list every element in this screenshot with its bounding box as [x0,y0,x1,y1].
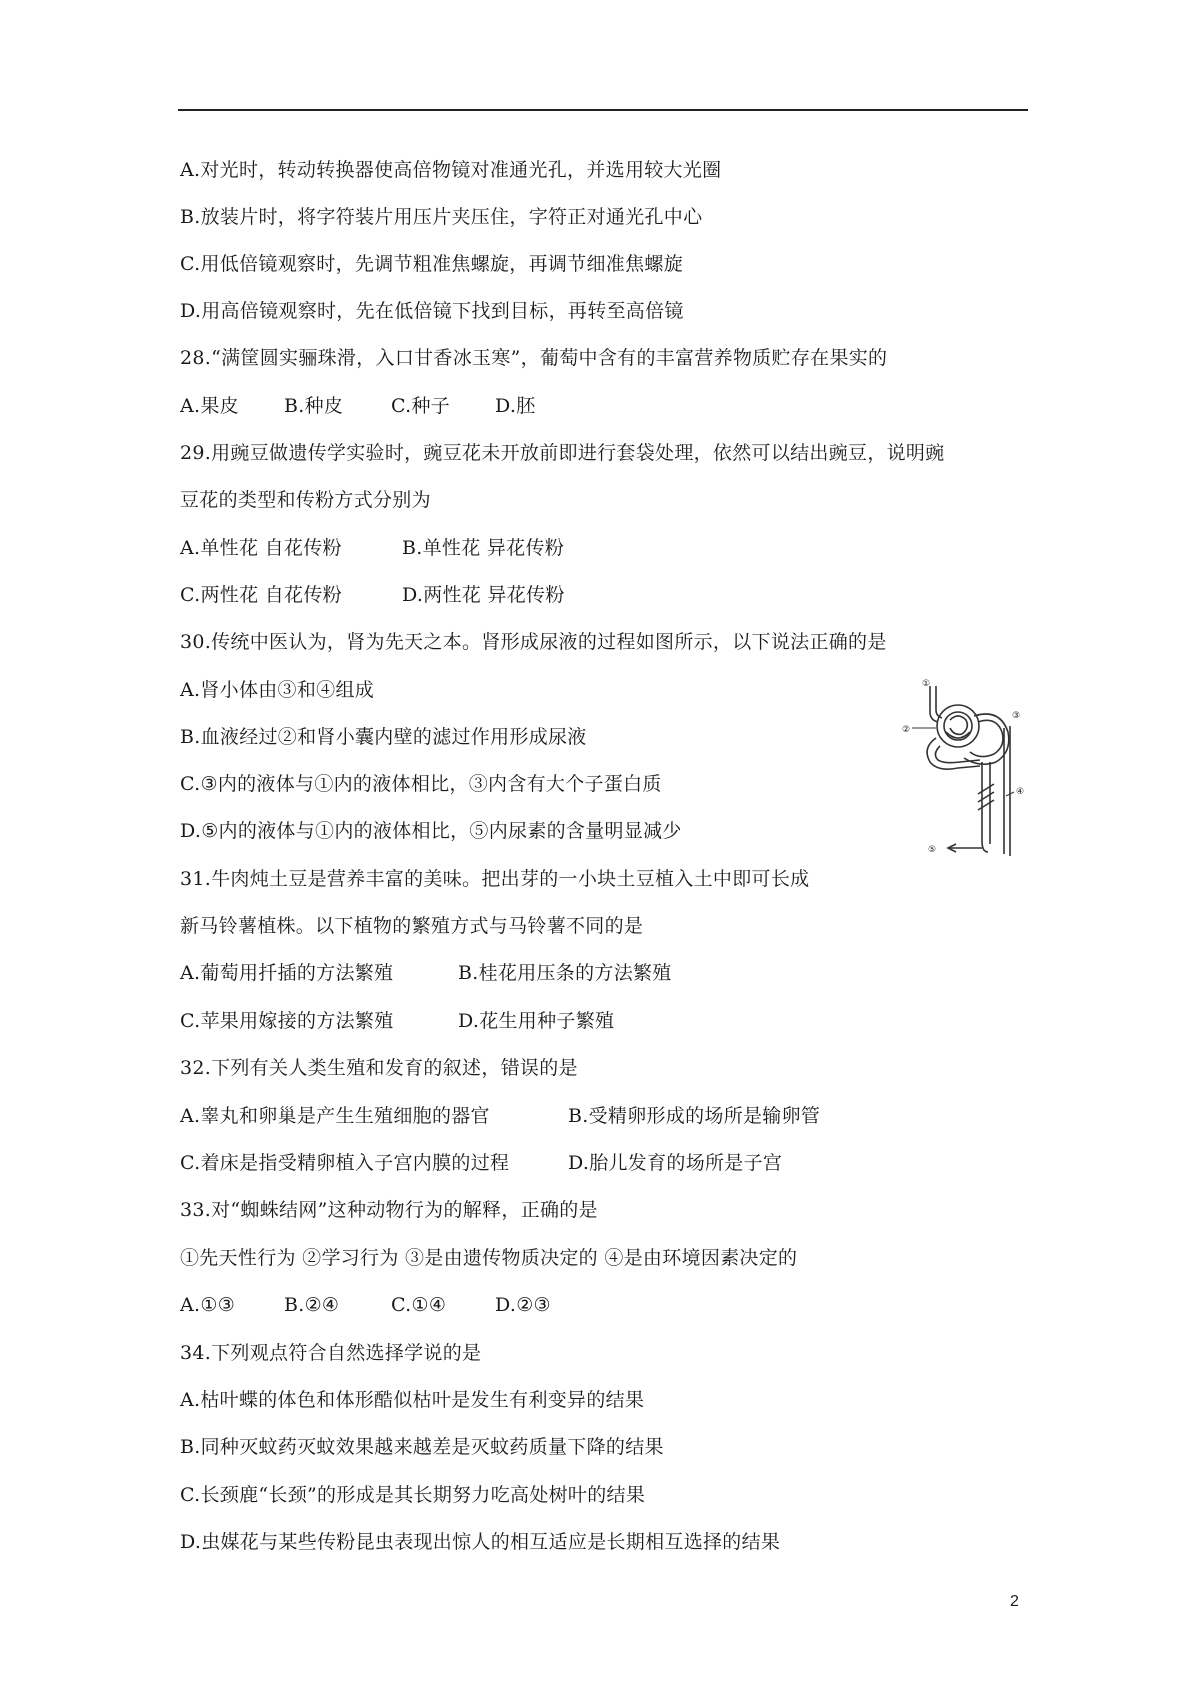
q33-option-d: D.②③ [495,1294,551,1316]
q34-option-b: B.同种灭蚊药灭蚊效果越来越差是灭蚊药质量下降的结果 [180,1436,664,1458]
q31-option-d: D.花生用种子繁殖 [458,1010,615,1032]
q34-option-a: A.枯叶蝶的体色和体形酷似枯叶是发生有利变异的结果 [180,1389,645,1411]
q32-stem: 32.下列有关人类生殖和发育的叙述，错误的是 [180,1057,578,1079]
q27-option-a: A.对光时，转动转换器使高倍物镜对准通光孔，并选用较大光圈 [180,159,722,181]
q33-stem: 33.对“蜘蛛结网”这种动物行为的解释，正确的是 [180,1199,598,1221]
q34-stem: 34.下列观点符合自然选择学说的是 [180,1342,482,1364]
q32-options-row1 [180,1103,820,1129]
q27-option-c: C.用低倍镜观察时，先调节粗准焦螺旋，再调节细准焦螺旋 [180,253,684,275]
q30-stem: 30.传统中医认为，肾为先天之本。肾形成尿液的过程如图所示，以下说法正确的是 [180,631,887,653]
q28-options [180,393,536,419]
q31-option-a: A.葡萄用扦插的方法繁殖 [180,962,394,984]
q33-option-a: A.①③ [180,1294,236,1316]
q28-stem: 28.“满筐圆实骊珠滑，入口甘香冰玉寒”，葡萄中含有的丰富营养物质贮存在果实的 [180,347,888,369]
q33-options [180,1292,551,1318]
q31-option-c: C.苹果用嫁接的方法繁殖 [180,1010,394,1032]
q28-option-d: D.胚 [495,395,536,417]
header-rule [178,109,1028,111]
label-3: ③ [1012,711,1021,721]
q27-option-d: D.用高倍镜观察时，先在低倍镜下找到目标，再转至高倍镜 [180,300,684,322]
q32-option-d: D.胎儿发育的场所是子宫 [568,1152,783,1174]
q29-option-c: C.两性花 自花传粉 [180,584,342,606]
q28-option-a: A.果皮 [180,395,239,417]
label-1: ① [922,679,931,689]
q31-option-b: B.桂花用压条的方法繁殖 [458,962,672,984]
q29-option-d: D.两性花 异花传粉 [402,584,565,606]
q31-stem-line2: 新马铃薯植株。以下植物的繁殖方式与马铃薯不同的是 [180,915,644,937]
q30-option-b: B.血液经过②和肾小囊内壁的滤过作用形成尿液 [180,726,587,748]
q29-options-row2 [180,582,565,608]
label-4: ④ [1016,787,1025,797]
q32-option-c: C.着床是指受精卵植入子宫内膜的过程 [180,1152,510,1174]
q27-option-b: B.放装片时，将字符装片用压片夹压住，字符正对通光孔中心 [180,206,703,228]
q34-option-d: D.虫媒花与某些传粉昆虫表现出惊人的相互适应是长期相互选择的结果 [180,1531,781,1553]
q33-option-b: B.②④ [284,1294,340,1316]
q30-option-a: A.肾小体由③和④组成 [180,679,375,701]
label-2: ② [902,725,911,735]
q29-option-a: A.单性花 自花传粉 [180,537,342,559]
q29-stem-line2: 豆花的类型和传粉方式分别为 [180,489,431,511]
q31-options-row1 [180,960,672,986]
q30-option-c: C.③内的液体与①内的液体相比，③内含有大个子蛋白质 [180,773,662,795]
q31-options-row2 [180,1008,614,1034]
q31-stem-line1: 31.牛肉炖土豆是营养丰富的美味。把出芽的一小块土豆植入土中即可长成 [180,868,810,890]
q34-option-c: C.长颈鹿“长颈”的形成是其长期努力吃高处树叶的结果 [180,1484,646,1506]
q29-stem-line1: 29.用豌豆做遗传学实验时，豌豆花未开放前即进行套袋处理，依然可以结出豌豆，说明豌 [180,442,945,464]
q32-option-a: A.睾丸和卵巢是产生生殖细胞的器官 [180,1105,490,1127]
q29-option-b: B.单性花 异花传粉 [402,537,565,559]
q28-option-c: C.种子 [391,395,451,417]
q28-option-b: B.种皮 [284,395,344,417]
q29-options-row1 [180,535,564,561]
q32-options-row2 [180,1150,782,1176]
nephron-figure [900,676,1030,866]
q32-option-b: B.受精卵形成的场所是输卵管 [568,1105,821,1127]
q33-statements: ①先天性行为 ②学习行为 ③是由遗传物质决定的 ④是由环境因素决定的 [180,1247,798,1269]
q33-option-c: C.①④ [391,1294,447,1316]
label-5: ⑤ [928,845,937,855]
page-number: 2 [1010,1593,1019,1610]
q30-option-d: D.⑤内的液体与①内的液体相比，⑤内尿素的含量明显减少 [180,820,682,842]
